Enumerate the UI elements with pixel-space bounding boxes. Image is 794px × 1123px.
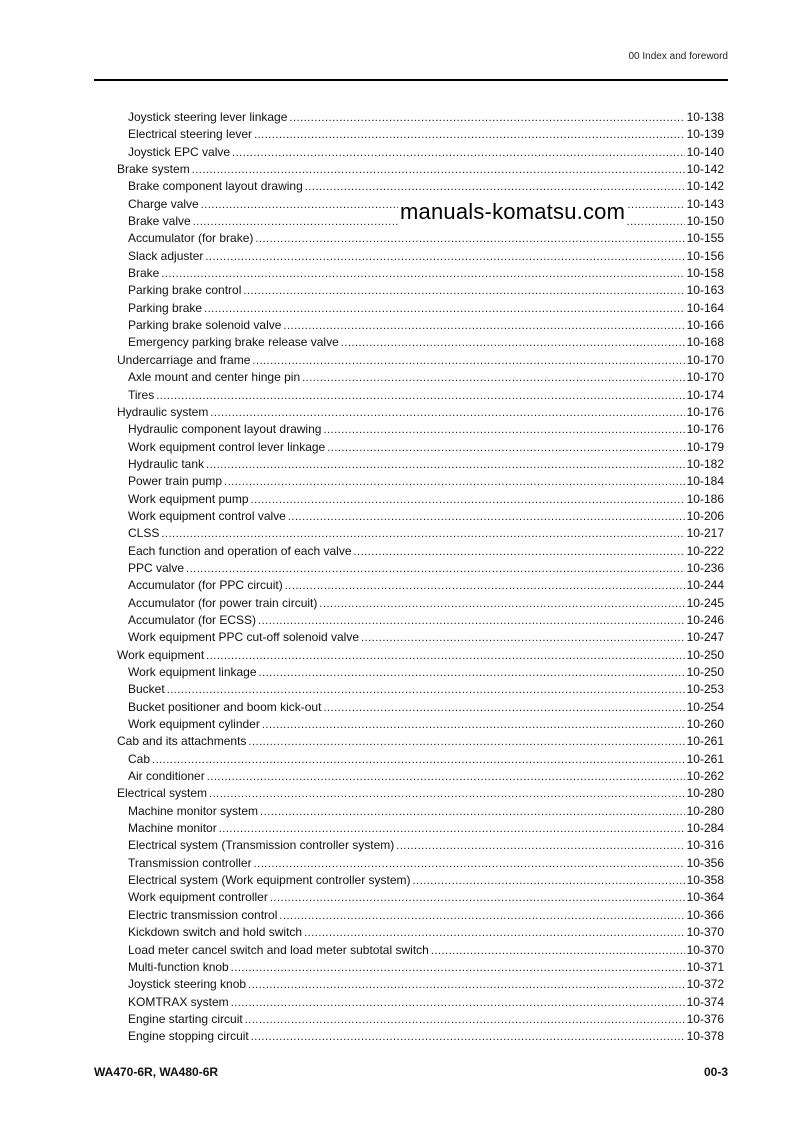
toc-entry-page: 10-138	[686, 110, 724, 124]
toc-entry-label: Machine monitor system	[128, 803, 259, 818]
toc-leader-dots	[254, 127, 685, 144]
toc-entry[interactable]	[117, 439, 724, 456]
toc-leader-dots	[248, 977, 685, 994]
toc-entry[interactable]	[117, 317, 724, 334]
toc-entry[interactable]	[117, 889, 724, 906]
toc-leader-dots	[255, 231, 684, 248]
toc-entry-label: Cab and its attachments	[117, 734, 247, 749]
toc-entry-page: 10-356	[686, 855, 724, 870]
table-of-contents	[117, 109, 724, 1046]
toc-entry[interactable]	[117, 595, 724, 612]
toc-leader-dots	[254, 856, 685, 873]
toc-entry-label: Work equipment linkage	[128, 665, 257, 679]
toc-entry-page: 10-155	[686, 231, 724, 246]
toc-leader-dots	[152, 752, 685, 769]
toc-entry[interactable]	[117, 421, 724, 438]
toc-entry-page: 10-236	[686, 560, 724, 575]
toc-leader-dots	[161, 266, 684, 283]
toc-entry-label: Axle mount and center hinge pin	[128, 370, 301, 385]
toc-entry[interactable]	[117, 612, 724, 629]
toc-entry[interactable]	[117, 404, 724, 421]
toc-leader-dots	[206, 457, 685, 474]
toc-leader-dots	[204, 301, 685, 318]
toc-entry-page: 10-158	[686, 266, 724, 281]
toc-entry-page: 10-254	[686, 699, 724, 714]
toc-entry-page: 10-260	[686, 717, 724, 732]
toc-entry[interactable]	[117, 785, 724, 802]
toc-entry-page: 10-372	[686, 977, 724, 992]
toc-entry-label: Hydraulic component layout drawing	[128, 422, 322, 437]
toc-entry[interactable]	[117, 300, 724, 317]
toc-leader-dots	[206, 648, 684, 665]
toc-entry[interactable]	[117, 1011, 724, 1028]
toc-entry-page: 10-364	[686, 890, 724, 905]
toc-entry-page: 10-142	[686, 179, 724, 194]
toc-entry-page: 10-150	[686, 214, 724, 229]
toc-entry-label: Work equipment pump	[128, 491, 249, 506]
watermark-text: manuals-komatsu.com	[400, 199, 626, 224]
toc-leader-dots	[209, 786, 685, 803]
toc-entry-label: Slack adjuster	[128, 248, 204, 263]
toc-entry-page: 10-170	[686, 370, 724, 385]
toc-entry-label: Work equipment control valve	[128, 508, 286, 523]
toc-entry-page: 10-374	[686, 994, 724, 1009]
toc-leader-dots	[396, 838, 684, 855]
toc-leader-dots	[319, 596, 684, 613]
toc-entry-page: 10-156	[686, 248, 724, 263]
toc-entry[interactable]	[117, 473, 724, 490]
toc-entry-page: 10-358	[686, 873, 724, 888]
toc-entry-label: PPC valve	[128, 560, 185, 575]
toc-entry[interactable]	[117, 265, 724, 282]
toc-leader-dots	[288, 509, 685, 526]
toc-entry[interactable]	[117, 282, 724, 299]
toc-entry-page: 10-222	[686, 543, 724, 558]
toc-entry-label: Work equipment	[117, 647, 205, 662]
toc-entry-label: Engine starting circuit	[128, 1011, 243, 1026]
toc-entry[interactable]	[117, 334, 724, 351]
toc-entry-label: Bucket	[128, 682, 165, 697]
toc-entry-page: 10-176	[686, 404, 724, 419]
toc-entry-page: 10-186	[686, 491, 724, 506]
toc-leader-dots	[305, 179, 685, 196]
toc-leader-dots	[279, 908, 684, 925]
toc-leader-dots	[252, 353, 684, 370]
toc-entry-label: Joystick steering lever linkage	[128, 110, 288, 124]
toc-leader-dots	[302, 370, 685, 387]
toc-entry-label: KOMTRAX system	[128, 994, 229, 1009]
toc-leader-dots	[258, 613, 685, 630]
toc-entry[interactable]	[117, 525, 724, 542]
toc-entry[interactable]	[117, 629, 724, 646]
toc-entry-label: Engine stopping circuit	[128, 1029, 249, 1044]
toc-leader-dots	[262, 717, 685, 734]
toc-entry-label: Parking brake solenoid valve	[128, 318, 282, 333]
toc-entry[interactable]	[117, 161, 724, 178]
toc-leader-dots	[283, 318, 684, 335]
footer-page-number: 00-3	[703, 1065, 728, 1079]
toc-entry[interactable]	[117, 352, 724, 369]
toc-entry-page: 10-244	[686, 578, 724, 593]
toc-entry[interactable]	[117, 959, 724, 976]
toc-entry[interactable]	[117, 560, 724, 577]
toc-entry-page: 10-371	[686, 959, 724, 974]
toc-entry-page: 10-142	[686, 162, 724, 177]
toc-entry-label: Accumulator (for ECSS)	[128, 612, 257, 627]
header-divider	[94, 79, 728, 81]
toc-entry[interactable]	[117, 820, 724, 837]
toc-entry-page: 10-376	[686, 1011, 724, 1026]
toc-entry-page: 10-366	[686, 907, 724, 922]
toc-entry-label: Brake	[128, 266, 160, 281]
toc-entry[interactable]	[117, 751, 724, 768]
toc-leader-dots	[413, 873, 685, 890]
toc-entry-label: Undercarriage and frame	[117, 352, 251, 367]
footer-model-name: WA470-6R, WA480-6R	[94, 1065, 219, 1079]
toc-entry[interactable]	[117, 768, 724, 785]
toc-entry-page: 10-179	[686, 439, 724, 454]
toc-entry-label: Joystick steering knob	[128, 977, 247, 992]
page-header-title: 00 Index and foreword	[628, 51, 728, 62]
toc-entry[interactable]	[117, 664, 724, 681]
toc-entry[interactable]	[117, 109, 724, 126]
toc-entry[interactable]	[117, 144, 724, 161]
toc-entry-label: Electrical system (Transmission controller system)	[128, 838, 395, 853]
toc-entry-label: Bucket positioner and boom kick-out	[128, 699, 322, 714]
toc-entry-label: Kickdown switch and hold switch	[128, 925, 303, 940]
toc-entry-label: Machine monitor	[128, 821, 217, 836]
toc-entry-label: Transmission controller	[128, 855, 252, 870]
toc-entry-page: 10-174	[686, 387, 724, 402]
toc-leader-dots	[232, 145, 685, 162]
toc-entry-label: Charge valve	[128, 196, 199, 211]
toc-leader-dots	[285, 578, 685, 595]
toc-entry-label: Accumulator (for PPC circuit)	[128, 578, 283, 593]
toc-entry-page: 10-253	[686, 682, 724, 697]
toc-entry[interactable]	[117, 994, 724, 1011]
toc-entry[interactable]	[117, 508, 724, 525]
toc-entry-label: Parking brake control	[128, 283, 242, 298]
toc-leader-dots	[260, 804, 685, 821]
toc-entry-label: Power train pump	[128, 474, 223, 489]
toc-leader-dots	[323, 700, 684, 717]
toc-entry-page: 10-182	[686, 456, 724, 471]
toc-entry-page: 10-245	[686, 595, 724, 610]
toc-entry-page: 10-316	[686, 838, 724, 853]
toc-entry[interactable]	[117, 872, 724, 889]
toc-entry-label: Hydraulic system	[117, 404, 209, 419]
toc-entry-page: 10-280	[686, 786, 724, 801]
toc-entry-page: 10-184	[686, 474, 724, 489]
toc-entry-label: Parking brake	[128, 300, 203, 315]
toc-entry[interactable]	[117, 733, 724, 750]
toc-entry-page: 10-250	[686, 665, 724, 679]
toc-entry-page: 10-246	[686, 612, 724, 627]
toc-entry-page: 10-139	[686, 127, 724, 142]
toc-entry-page: 10-206	[686, 508, 724, 523]
toc-entry-label: Electrical steering lever	[128, 127, 253, 142]
toc-entry-label: Joystick EPC valve	[128, 144, 231, 159]
toc-entry-page: 10-170	[686, 352, 724, 367]
toc-entry-label: Work equipment control lever linkage	[128, 439, 326, 454]
toc-entry-label: CLSS	[128, 526, 160, 541]
toc-entry-label: Work equipment cylinder	[128, 717, 260, 732]
toc-entry-page: 10-143	[686, 196, 724, 211]
toc-entry-label: Hydraulic tank	[128, 456, 205, 471]
toc-entry[interactable]	[117, 855, 724, 872]
toc-leader-dots	[304, 925, 685, 942]
toc-leader-dots	[161, 526, 684, 543]
toc-leader-dots	[431, 943, 685, 960]
toc-entry-label: Work equipment PPC cut-off solenoid valve	[128, 630, 360, 645]
toc-entry-label: Brake component layout drawing	[128, 179, 303, 194]
toc-entry-label: Electrical system	[117, 786, 208, 801]
toc-leader-dots	[167, 682, 685, 699]
toc-entry[interactable]	[117, 178, 724, 195]
toc-leader-dots	[207, 769, 685, 786]
toc-leader-dots	[231, 995, 685, 1012]
toc-entry[interactable]	[117, 647, 724, 664]
toc-entry[interactable]	[117, 976, 724, 993]
toc-leader-dots	[361, 630, 685, 647]
toc-entry[interactable]	[117, 577, 724, 594]
toc-entry-label: Air conditioner	[128, 769, 205, 784]
toc-entry[interactable]	[117, 803, 724, 820]
toc-entry-label: Each function and operation of each valve	[128, 543, 352, 558]
toc-entry[interactable]	[117, 248, 724, 265]
toc-entry-page: 10-247	[686, 630, 724, 645]
toc-entry-label: Cab	[128, 751, 151, 766]
toc-entry-page: 10-284	[686, 821, 724, 836]
toc-entry-label: Brake valve	[128, 214, 191, 229]
toc-entry[interactable]	[117, 230, 724, 247]
toc-entry-label: Electric transmission control	[128, 907, 278, 922]
toc-entry[interactable]	[117, 126, 724, 143]
toc-entry[interactable]	[117, 924, 724, 941]
toc-entry-page: 10-370	[686, 925, 724, 940]
toc-entry[interactable]	[117, 837, 724, 854]
toc-leader-dots	[323, 422, 684, 439]
toc-leader-dots	[205, 249, 684, 266]
toc-leader-dots	[210, 405, 684, 422]
toc-entry[interactable]	[117, 369, 724, 386]
toc-entry[interactable]	[117, 543, 724, 560]
toc-entry[interactable]	[117, 699, 724, 716]
toc-leader-dots	[251, 1029, 685, 1046]
toc-entry-page: 10-261	[686, 751, 724, 766]
toc-entry-label: Tires	[128, 387, 155, 402]
toc-leader-dots	[327, 440, 684, 457]
toc-leader-dots	[156, 388, 684, 405]
toc-entry-page: 10-140	[686, 144, 724, 159]
toc-entry-label: Accumulator (for brake)	[128, 231, 254, 246]
toc-entry-page: 10-168	[686, 335, 724, 350]
toc-entry-label: Electrical system (Work equipment controller system)	[128, 873, 411, 888]
toc-entry-page: 10-378	[686, 1029, 724, 1044]
toc-entry[interactable]	[117, 716, 724, 733]
toc-entry[interactable]	[117, 387, 724, 404]
toc-entry-page: 10-280	[686, 803, 724, 818]
toc-entry[interactable]	[117, 456, 724, 473]
toc-entry-page: 10-250	[686, 647, 724, 662]
toc-entry-label: Work equipment controller	[128, 890, 268, 905]
toc-leader-dots	[251, 492, 685, 509]
toc-entry-label: Emergency parking brake release valve	[128, 335, 339, 350]
toc-entry[interactable]	[117, 1028, 724, 1045]
toc-leader-dots	[289, 110, 684, 127]
toc-leader-dots	[270, 890, 685, 907]
toc-entry-page: 10-163	[686, 283, 724, 298]
toc-leader-dots	[224, 474, 685, 491]
toc-entry-label: Brake system	[117, 162, 190, 177]
toc-entry-label: Multi-function knob	[128, 959, 229, 974]
toc-entry-page: 10-261	[686, 734, 724, 749]
toc-leader-dots	[219, 821, 685, 838]
toc-leader-dots	[243, 283, 684, 300]
toc-entry-label: Load meter cancel switch and load meter subtotal switch	[128, 942, 429, 957]
toc-entry-page: 10-262	[686, 769, 724, 784]
toc-leader-dots	[245, 1012, 685, 1029]
toc-entry[interactable]	[117, 907, 724, 924]
toc-leader-dots	[192, 162, 685, 179]
toc-leader-dots	[341, 335, 685, 352]
toc-leader-dots	[186, 561, 685, 578]
toc-entry-page: 10-164	[686, 300, 724, 315]
toc-entry-label: Accumulator (for power train circuit)	[128, 595, 318, 610]
toc-entry-page: 10-217	[686, 526, 724, 541]
toc-leader-dots	[354, 544, 685, 561]
toc-entry-page: 10-176	[686, 422, 724, 437]
toc-entry[interactable]	[117, 491, 724, 508]
toc-leader-dots	[231, 960, 685, 977]
toc-entry[interactable]	[117, 681, 724, 698]
toc-leader-dots	[248, 734, 684, 751]
toc-entry-page: 10-370	[686, 942, 724, 957]
toc-entry-page: 10-166	[686, 318, 724, 333]
toc-entry[interactable]	[117, 942, 724, 959]
toc-leader-dots	[259, 665, 685, 682]
